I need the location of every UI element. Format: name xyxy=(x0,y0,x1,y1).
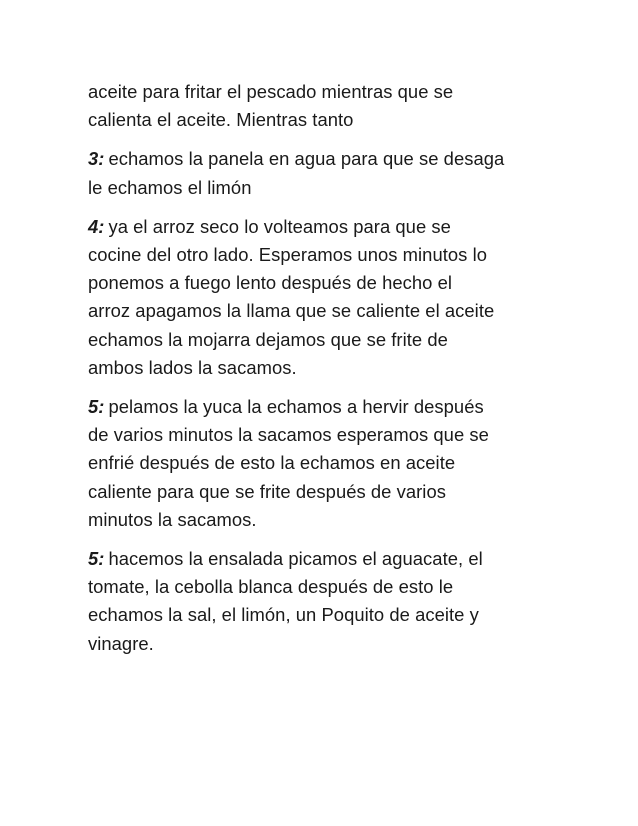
paragraph-line: caliente para que se frite después de varios xyxy=(88,480,446,502)
paragraph-line: aceite para fritar el pescado mientras que se xyxy=(88,81,454,102)
paragraph-line: ya el arroz seco lo volteamos para que se xyxy=(108,215,451,237)
paragraph-line: cocine del otro lado. Esperamos unos minutos lo xyxy=(88,244,487,266)
paragraph-line: minutos la sacamos. xyxy=(88,508,257,530)
paragraph-line: tomate, la cebolla blanca después de esto le xyxy=(88,576,454,598)
paragraph-line: ambos lados la sacamos. xyxy=(88,356,297,378)
paragraph-line: calienta el aceite. Mientras tanto xyxy=(88,109,354,131)
document-body xyxy=(88,78,568,669)
step-number: 5: xyxy=(88,548,105,570)
paragraph-step-4 xyxy=(88,213,568,382)
step-number: 4: xyxy=(88,215,105,237)
paragraph-step-5b xyxy=(88,545,568,658)
paragraph-line: arroz apagamos la llama que se caliente el aceite xyxy=(88,300,495,322)
paragraph-line: echamos la mojarra dejamos que se frite de xyxy=(88,328,448,350)
paragraph-line: pelamos la yuca la echamos a hervir después xyxy=(108,396,484,418)
paragraph-step-5a xyxy=(88,393,568,534)
paragraph-intro xyxy=(88,78,568,134)
paragraph-line: enfrié después de esto la echamos en aceite xyxy=(88,452,456,474)
paragraph-line: de varios minutos la sacamos esperamos que se xyxy=(88,424,489,446)
step-number: 5: xyxy=(88,396,105,418)
paragraph-line: ponemos a fuego lento después de hecho el xyxy=(88,272,453,294)
paragraph-line: echamos la panela en agua para que se desaga xyxy=(108,148,505,170)
paragraph-step-3 xyxy=(88,145,568,201)
paragraph-line: echamos la sal, el limón, un Poquito de aceite y xyxy=(88,604,479,626)
paragraph-line: hacemos la ensalada picamos el aguacate, el xyxy=(108,548,483,570)
step-number: 3: xyxy=(88,148,105,170)
paragraph-line: le echamos el limón xyxy=(88,176,252,198)
paragraph-line: vinagre. xyxy=(88,632,154,654)
